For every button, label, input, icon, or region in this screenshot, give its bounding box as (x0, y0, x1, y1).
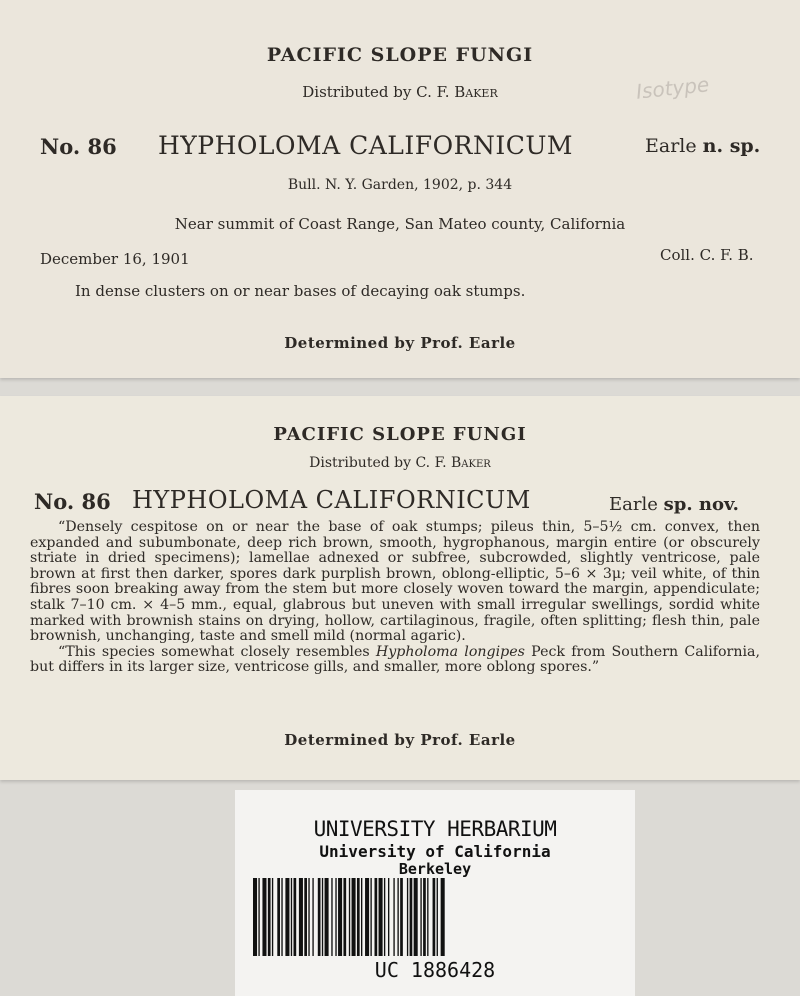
description-paragraph: “Densely cespitose on or near the base of oak stumps; pileus thin, 5–5½ cm. convex, then expanded and subumbonate, deep rich brown, smooth, hygrophanous, margin entire (or obscurely striate in dried specimens); lamellae adnexed or subfree, subcrowded, slightly ventricose, pale brown at first then darker, spores dark purplish brown, oblong-elliptic, 5–6 × 3μ; veil white, of thin fibres soon breaking away from the stem but more closely woven toward the margin, appendiculate; stalk 7–10 cm. × 4–5 mm., equal, glabrous but uneven with small irregular swellings, sordid white marked with brownish stains on drying, hollow, cartilaginous, fragile, often splitting; flesh thin, pale brownish, unchanging, taste and smell mild (normal agaric). (30, 519, 760, 645)
barcode-bar (420, 878, 421, 956)
distributor-name: Baker (451, 455, 491, 471)
barcode-bar (312, 878, 313, 956)
specimen-number: No. 86 (34, 489, 111, 514)
barcode-bar (397, 878, 398, 956)
comparison-text-b: Peck from Southern California, but differs in its larger size, ventricose gills, and smaller, more oblong spores.” (30, 643, 760, 676)
distributor-line (0, 455, 800, 471)
university-city: Berkeley (398, 860, 472, 878)
barcode-bar (433, 878, 436, 956)
author-name: Earle (645, 135, 697, 157)
barcode-bar (423, 878, 426, 956)
barcode-bar (304, 878, 307, 956)
species-author (609, 494, 739, 515)
barcode-bar (338, 878, 342, 956)
specimen-number: No. 86 (40, 134, 117, 159)
barcode-bar (352, 878, 356, 956)
distributor-prefix: Distributed by C. F. (302, 83, 455, 101)
comparison-paragraph (30, 645, 760, 676)
barcode-bar (437, 878, 438, 956)
distributor-prefix: Distributed by C. F. (309, 455, 452, 471)
barcode-bar (441, 878, 445, 956)
barcode-bar (277, 878, 280, 956)
barcode-bar (410, 878, 413, 956)
barcode-bar (262, 878, 266, 956)
author-name: Earle (609, 494, 658, 515)
barcode-bar (365, 878, 369, 956)
bulletin-reference: Bull. N. Y. Garden, 1902, p. 344 (287, 177, 513, 193)
distributor-name: Baker (454, 83, 498, 101)
description-label (0, 396, 800, 780)
barcode-bar (427, 878, 428, 956)
author-suffix: sp. nov. (663, 494, 739, 515)
university-name: University of California (319, 842, 551, 861)
barcode-bar (414, 878, 418, 956)
barcode-bar (294, 878, 297, 956)
habitat-note: In dense clusters on or near bases of decaying oak stumps. (75, 282, 526, 300)
collector: Coll. C. F. B. (660, 246, 754, 264)
barcode-bar (308, 878, 309, 956)
barcode-bar (379, 878, 383, 956)
herbarium-name: UNIVERSITY HERBARIUM (313, 817, 557, 841)
comparison-text-a: “This species somewhat closely resembles (58, 643, 376, 660)
barcode (253, 878, 599, 956)
collection-locality: Near summit of Coast Range, San Mateo county, California (174, 215, 626, 233)
isotype-annotation: Isotype (634, 72, 711, 104)
herbarium-barcode-label (235, 790, 635, 996)
series-title: PACIFIC SLOPE FUNGI (273, 424, 527, 445)
species-author (645, 135, 760, 157)
barcode-bar (400, 878, 403, 956)
determined-by: Determined by Prof. Earle (284, 731, 516, 749)
barcode-bar (258, 878, 259, 956)
barcode-bar (285, 878, 289, 956)
barcode-bar (299, 878, 303, 956)
barcode-bar (268, 878, 271, 956)
barcode-bar (343, 878, 346, 956)
barcode-bar (291, 878, 292, 956)
barcode-bar (253, 878, 257, 956)
barcode-bar (388, 878, 389, 956)
barcode-bar (407, 878, 408, 956)
barcode-bar (331, 878, 332, 956)
barcode-bar (370, 878, 371, 956)
determined-by: Determined by Prof. Earle (284, 334, 516, 352)
species-name: HYPHOLOMA CALIFORNICUM (158, 131, 573, 160)
author-suffix: n. sp. (702, 135, 761, 157)
barcode-bar (335, 878, 336, 956)
barcode-bar (375, 878, 378, 956)
barcode-bar (384, 878, 385, 956)
barcode-bar (318, 878, 321, 956)
barcode-bar (393, 878, 394, 956)
compared-species: Hypholoma longipes (375, 643, 525, 660)
barcode-bar (357, 878, 360, 956)
barcode-bar (361, 878, 362, 956)
barcode-bar (325, 878, 329, 956)
original-specimen-label (0, 0, 800, 378)
barcode-bar (349, 878, 350, 956)
collection-date: December 16, 1901 (40, 250, 190, 268)
barcode-bar (281, 878, 282, 956)
barcode-bar (322, 878, 323, 956)
species-name: HYPHOLOMA CALIFORNICUM (132, 486, 531, 514)
catalog-number: UC 1886428 (374, 958, 496, 982)
barcode-bar (272, 878, 273, 956)
series-title: PACIFIC SLOPE FUNGI (266, 44, 534, 66)
species-description (30, 520, 760, 676)
